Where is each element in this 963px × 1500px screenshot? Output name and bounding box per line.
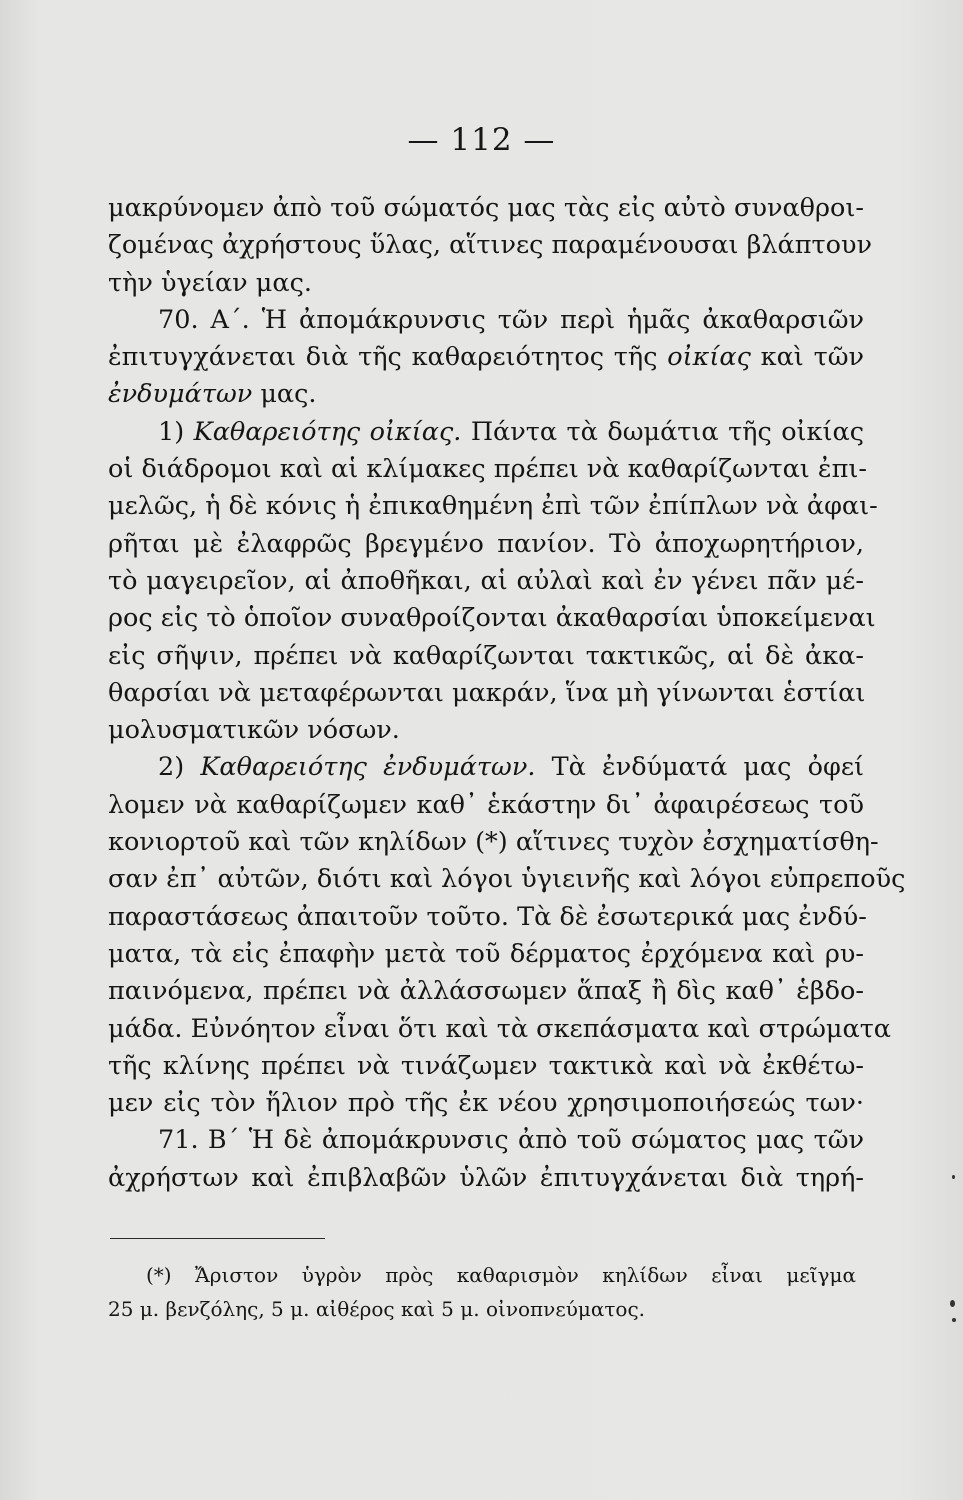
item-2-line-1: 2) Καθαρειότης ἐνδυμάτων. Τὰ ἐνδύματά μας ὀφεί bbox=[158, 752, 865, 783]
text-line: μάδα. Εὐνόητον εἶναι ὅτι καὶ τὰ σκεπάσματα καὶ στρώματα bbox=[108, 1013, 892, 1044]
paragraph-71-text: Ἡ δὲ ἀπομάκρυνσις ἀπὸ τοῦ σώματος μας τῶν bbox=[248, 1125, 864, 1156]
text-line: τῆς κλίνης πρέπει νὰ τινάζωμεν τακτικὰ καὶ νὰ ἐκθέτω- bbox=[108, 1050, 864, 1081]
text-line: μελῶς, ἡ δὲ κόνις ἡ ἐπικαθημένη ἐπὶ τῶν ἐπίπλων νὰ ἀφαι- bbox=[108, 491, 878, 522]
text-line: εἰς σῆψιν, πρέπει νὰ καθαρίζωνται τακτικῶς, αἱ δὲ ἀκα- bbox=[108, 640, 864, 671]
paragraph-70-line-1 bbox=[108, 302, 864, 339]
paragraph-70-text: Ἡ ἀπομάκρυνσις τῶν περὶ ἡμᾶς ἀκαθαρσιῶν bbox=[261, 304, 864, 335]
footnote-line: (*) Ἄριστον ὑγρὸν πρὸς καθαρισμὸν κηλίδων εἶναι μεῖγμα bbox=[146, 1263, 856, 1287]
text-line: ρῆται μὲ ἐλαφρῶς βρεγμένο πανίον. Τὸ ἀποχωρητήριον, bbox=[108, 528, 864, 559]
body-text bbox=[108, 190, 906, 1197]
scan-speck bbox=[952, 1175, 955, 1179]
footnote bbox=[108, 1258, 856, 1326]
paragraph-70-number: 70. Α΄. bbox=[158, 304, 250, 335]
paragraph-71-line-2: ἀχρήστων καὶ ἐπιβλαβῶν ὑλῶν ἐπιτυγχάνεται διὰ τηρή- bbox=[108, 1162, 864, 1193]
italic-term: οἰκίας bbox=[667, 342, 751, 373]
text-line: μακρύνομεν ἀπὸ τοῦ σώματός μας τὰς εἰς αὐτὸ συναθροι- bbox=[108, 193, 864, 223]
paragraph-71-line-1 bbox=[108, 1122, 864, 1159]
page-number: — 112 — bbox=[407, 122, 556, 158]
paragraph-71-number: 71. Β΄ bbox=[158, 1125, 240, 1156]
item-2-heading: Καθαρειότης ἐνδυμάτων. bbox=[200, 752, 536, 783]
text-line: μολυσματικῶν νόσων. bbox=[108, 715, 400, 746]
scan-speck bbox=[952, 1318, 956, 1322]
text-line: ζομένας ἀχρήστους ὕλας, αἵτινες παραμένουσαι βλάπτουν bbox=[108, 230, 872, 261]
footnote-line: 25 μ. βενζόλης, 5 μ. αἰθέρος καὶ 5 μ. οἰνοπνεύματος. bbox=[108, 1297, 646, 1321]
paragraph-70-line-3: ἐνδυμάτων μας. bbox=[108, 379, 317, 410]
text-line: ρος εἰς τὸ ὁποῖον συναθροίζονται ἀκαθαρσίαι ὑποκείμεναι bbox=[108, 603, 876, 634]
text-line: παραστάσεως ἀπαιτοῦν τοῦτο. Τὰ δὲ ἐσωτερικά μας ἐνδύ- bbox=[108, 901, 867, 932]
text-line: θαρσίαι νὰ μεταφέρωνται μακράν, ἵνα μὴ γίνωνται ἑστίαι bbox=[108, 677, 866, 708]
text-line: τὸ μαγειρεῖον, αἱ ἀποθῆκαι, αἱ αὐλαὶ καὶ ἐν γένει πᾶν μέ- bbox=[108, 565, 864, 596]
text-line: μεν εἰς τὸν ἥλιον πρὸ τῆς ἐκ νέου χρησιμοποιήσεώς των· bbox=[108, 1088, 864, 1119]
item-1-line-1: 1) Καθαρειότης οἰκίας. Πάντα τὰ δωμάτια τῆς οἰκίας bbox=[158, 416, 864, 447]
text-line: σαν ἐπ᾿ αὐτῶν, διότι καὶ λόγοι ὑγιεινῆς καὶ λόγοι εὐπρεποῦς bbox=[108, 864, 906, 895]
italic-term: ἐνδυμάτων bbox=[108, 379, 253, 410]
paragraph-70-line-2: ἐπιτυγχάνεται διὰ τῆς καθαρειότητος τῆς οἰκίας καὶ τῶν bbox=[108, 342, 864, 373]
text-line: λομεν νὰ καθαρίζωμεν καθ᾿ ἑκάστην δι᾿ ἀφαιρέσεως τοῦ bbox=[108, 789, 864, 820]
scan-speck bbox=[950, 1300, 955, 1307]
text-line: οἱ διάδρομοι καὶ αἱ κλίμακες πρέπει νὰ καθαρίζωνται ἐπι- bbox=[108, 454, 867, 485]
item-1-label: 1) bbox=[158, 416, 185, 447]
footnote-rule bbox=[110, 1238, 325, 1239]
item-2-label: 2) bbox=[158, 752, 185, 783]
text-line: ματα, τὰ εἰς ἐπαφὴν μετὰ τοῦ δέρματος ἐρχόμενα καὶ ρυ- bbox=[108, 938, 864, 969]
text-line: τὴν ὑγείαν μας. bbox=[108, 267, 312, 298]
item-1-heading: Καθαρειότης οἰκίας. bbox=[193, 416, 462, 447]
text-line: παινόμενα, πρέπει νὰ ἀλλάσσωμεν ἅπαξ ἢ δὶς καθ᾿ ἑβδο- bbox=[108, 976, 864, 1007]
text-line: κονιορτοῦ καὶ τῶν κηλίδων (*) αἵτινες τυχὸν ἐσχηματίσθη- bbox=[108, 827, 879, 858]
